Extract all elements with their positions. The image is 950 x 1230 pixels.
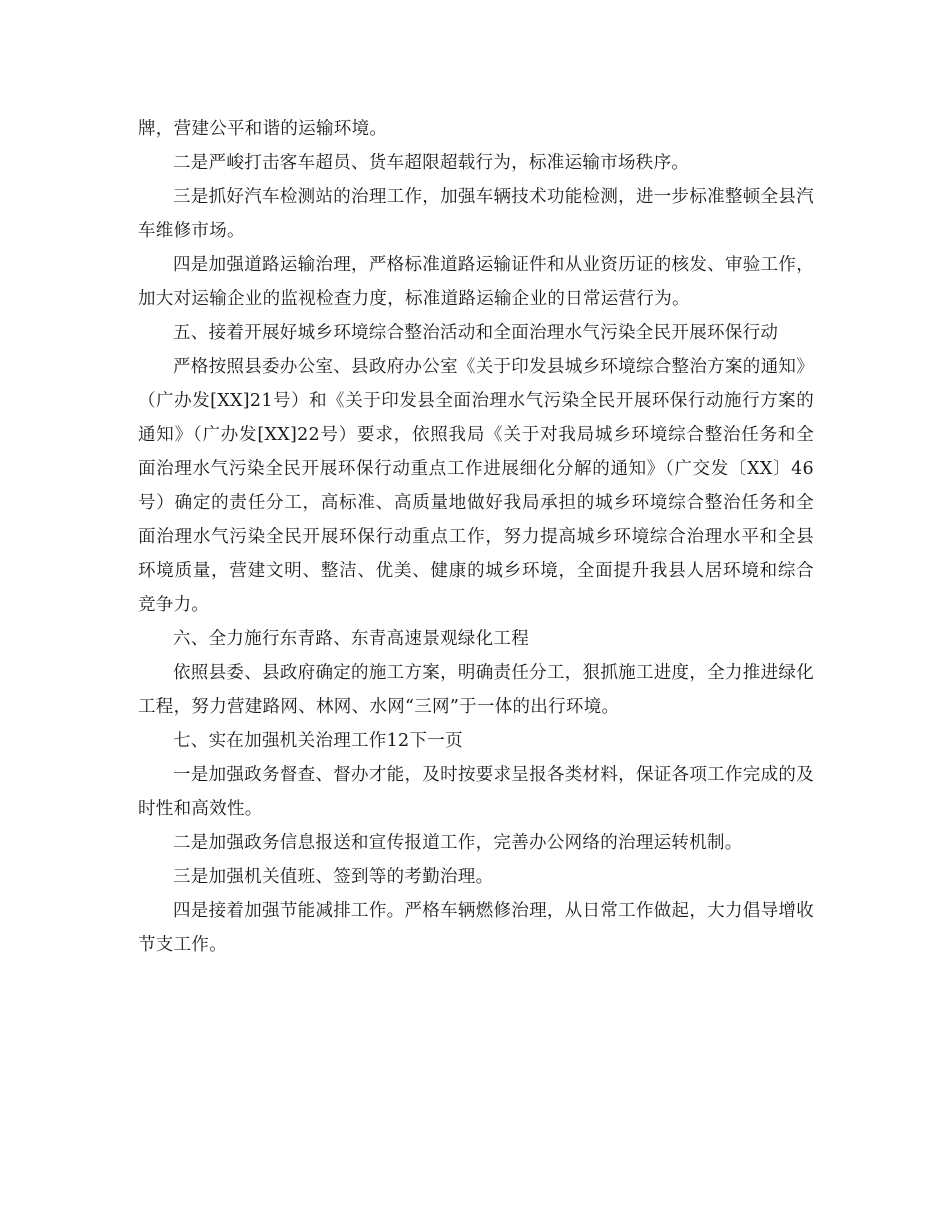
- paragraph-13: 四是接着加强节能减排工作。严格车辆燃修治理，从日常工作做起，大力倡导增收节支工作。: [138, 901, 814, 955]
- section-heading-7: 七、实在加强机关治理工作12下一页: [173, 731, 463, 751]
- paragraph-1: 牌，营建公平和谐的运输环境。: [138, 119, 388, 139]
- paragraph-6: 严格按照县委办公室、县政府办公室《关于印发县城乡环境综合整治方案的通知》（广办发[XX]21号）和《关于印发县全面治理水气污染全民开展环保行动施行方案的通知》（广办发[XX]22号）要求，依照我局《关于对我局城乡环境综合整治任务和全面治理水气污染全民开展环保行动重点工作进展细化分解的通知》（广交发〔XX〕46号）确定的责任分工，高标准、高质量地做好我局承担的城乡环境综合整治任务和全面治理水气污染全民开展环保行动重点工作，努力提高城乡环境综合治理水平和全县环境质量，营建文明、整洁、优美、健康的城乡环境，全面提升我县人居环境和综合竞争力。: [138, 357, 814, 615]
- paragraph-4: 四是加强道路运输治理，严格标准道路运输证件和从业资历证的核发、审验工作，加大对运输企业的监视检查力度，标准道路运输企业的日常运营行为。: [138, 255, 814, 309]
- paragraph-8: 依照县委、县政府确定的施工方案，明确责任分工，狠抓施工进度，全力推进绿化工程，努力营建路网、林网、水网“三网”于一体的出行环境。: [138, 663, 814, 717]
- section-heading-6: 六、全力施行东青路、东青高速景观绿化工程: [173, 629, 529, 649]
- document-body: [138, 112, 814, 962]
- paragraph-11: 二是加强政务信息报送和宣传报道工作，完善办公网络的治理运转机制。: [173, 833, 743, 853]
- paragraph-10: 一是加强政务督查、督办才能，及时按要求呈报各类材料，保证各项工作完成的及时性和高效性。: [138, 765, 814, 819]
- section-heading-5: 五、接着开展好城乡环境综合整治活动和全面治理水气污染全民开展环保行动: [173, 323, 779, 343]
- paragraph-2: 二是严峻打击客车超员、货车超限超载行为，标准运输市场秩序。: [173, 153, 690, 173]
- paragraph-3: 三是抓好汽车检测站的治理工作，加强车辆技术功能检测，进一步标准整顿全县汽车维修市场。: [138, 187, 814, 241]
- paragraph-12: 三是加强机关值班、签到等的考勤治理。: [173, 867, 494, 887]
